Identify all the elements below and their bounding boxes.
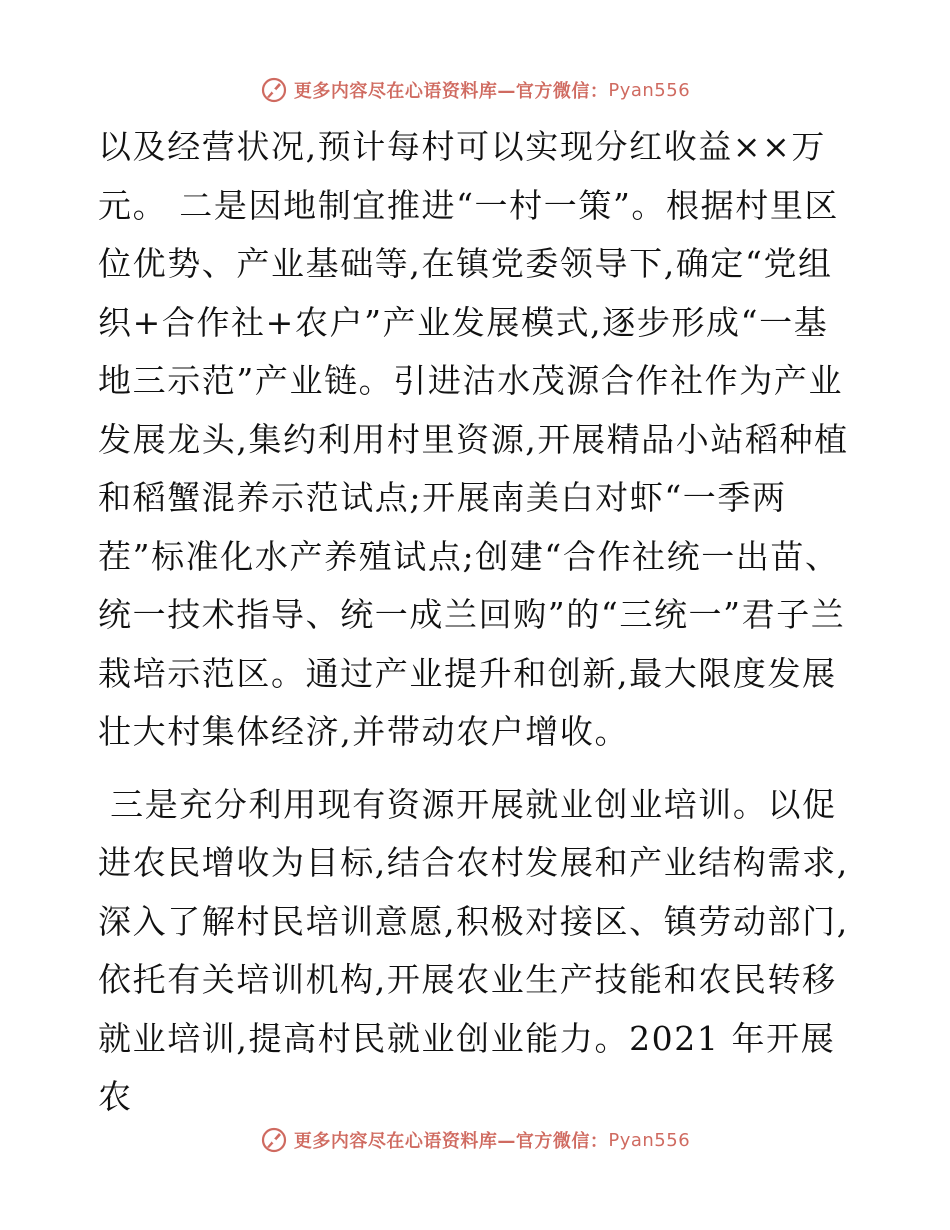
watermark-wechat-id: Pyan556 — [608, 79, 691, 101]
quill-seal-icon — [260, 1126, 288, 1154]
watermark-text: 更多内容尽在心语资料库—官方微信： — [293, 1131, 609, 1152]
document-body — [98, 118, 858, 1127]
footer-watermark — [0, 1120, 950, 1160]
watermark-wechat-id: Pyan556 — [608, 1129, 691, 1151]
paragraph-1: 以及经营状况,预计每村可以实现分红收益××万元。 二是因地制宜推进“一村一策”。根据村里区位优势、产业基础等,在镇党委领导下,确定“党组织+合作社+农户”产业发展模式,逐步形成“一基地三示范”产业链。引进沽水茂源合作社作为产业发展龙头,集约利用村里资源,开展精品小站稻种植和稻蟹混养示范试点;开展南美白对虾“一季两茬”标准化水产养殖试点;创建“合作社统一出苗、统一技术指导、统一成兰回购”的“三统一”君子兰栽培示范区。通过产业提升和创新,最大限度发展壮大村集体经济,并带动农户增收。 — [98, 127, 849, 751]
paragraph-2: 三是充分利用现有资源开展就业创业培训。以促进农民增收为目标,结合农村发展和产业结构需求,深入了解村民培训意愿,积极对接区、镇劳动部门,依托有关培训机构,开展农业生产技能和农民转移就业培训,提高村民就业创业能力。2021 年开展农 — [98, 784, 849, 1116]
watermark-text: 更多内容尽在心语资料库—官方微信： — [293, 81, 609, 102]
quill-seal-icon — [260, 76, 288, 104]
header-watermark — [0, 70, 950, 110]
